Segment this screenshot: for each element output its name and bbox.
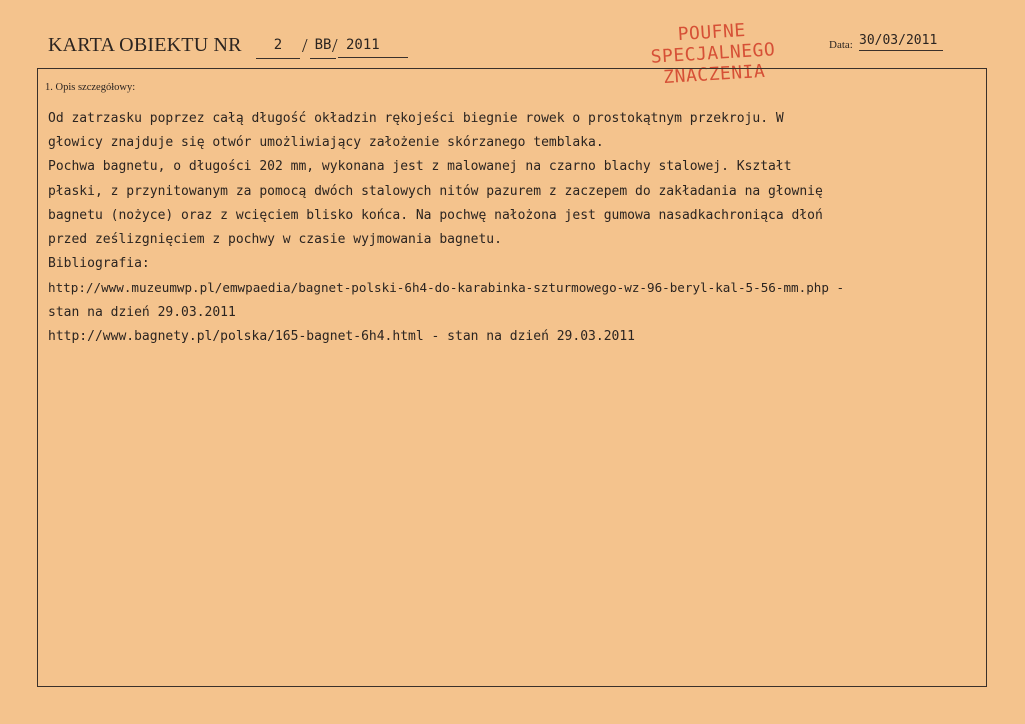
object-year-field: 2011 bbox=[338, 36, 408, 58]
date-label: Data: bbox=[829, 39, 853, 51]
description-line: bagnetu (nożyce) oraz z wcięciem blisko końca. Na pochwę nałożona jest gumowa nasadkachroniąca dłoń bbox=[48, 207, 823, 223]
section-label: 1. Opis szczegółowy: bbox=[45, 82, 136, 93]
bibliography-entry-continued: stan na dzień 29.03.2011 bbox=[48, 304, 236, 320]
object-number-field: 2 bbox=[256, 36, 300, 59]
stamp-line-1: POUFNE bbox=[677, 19, 747, 46]
description-line: płaski, z przynitowanym za pomocą dwóch stalowych nitów pazurem z zaczepem do zakładania na głownię bbox=[48, 183, 823, 199]
description-line: Od zatrzasku poprzez całą długość okładzin rękojeści biegnie rowek o prostokątnym przekroju. W bbox=[48, 111, 784, 126]
date-value: 30/03/2011 bbox=[859, 32, 943, 51]
description-line: głowicy znajduje się otwór umożliwiający założenie skórzanego temblaka. bbox=[48, 135, 604, 151]
bibliography-entry: http://www.bagnety.pl/polska/165-bagnet-6h4.html - stan na dzień 29.03.2011 bbox=[48, 328, 635, 344]
object-code-field: BB bbox=[310, 36, 336, 59]
bibliography-label: Bibliografia: bbox=[48, 256, 150, 272]
description-text bbox=[48, 107, 983, 349]
bibliography-entry: http://www.muzeumwp.pl/emwpaedia/bagnet-polski-6h4-do-karabinka-szturmowego-wz-96-beryl-kal-5-56-mm.php - bbox=[48, 280, 845, 296]
object-number-separator: / bbox=[302, 35, 308, 57]
object-code-separator: / bbox=[332, 35, 338, 57]
card-title: KARTA OBIEKTU NR bbox=[48, 34, 242, 56]
stamp-line-2: SPECJALNEGO bbox=[650, 39, 776, 68]
description-line: Pochwa bagnetu, o długości 202 mm, wykonana jest z malowanej na czarno blachy stalowej. Kształt bbox=[48, 159, 792, 175]
description-line: przed ześlizgnięciem z pochwy w czasie wyjmowania bagnetu. bbox=[48, 232, 502, 248]
stamp-line-3: ZNACZENIA bbox=[662, 60, 766, 89]
